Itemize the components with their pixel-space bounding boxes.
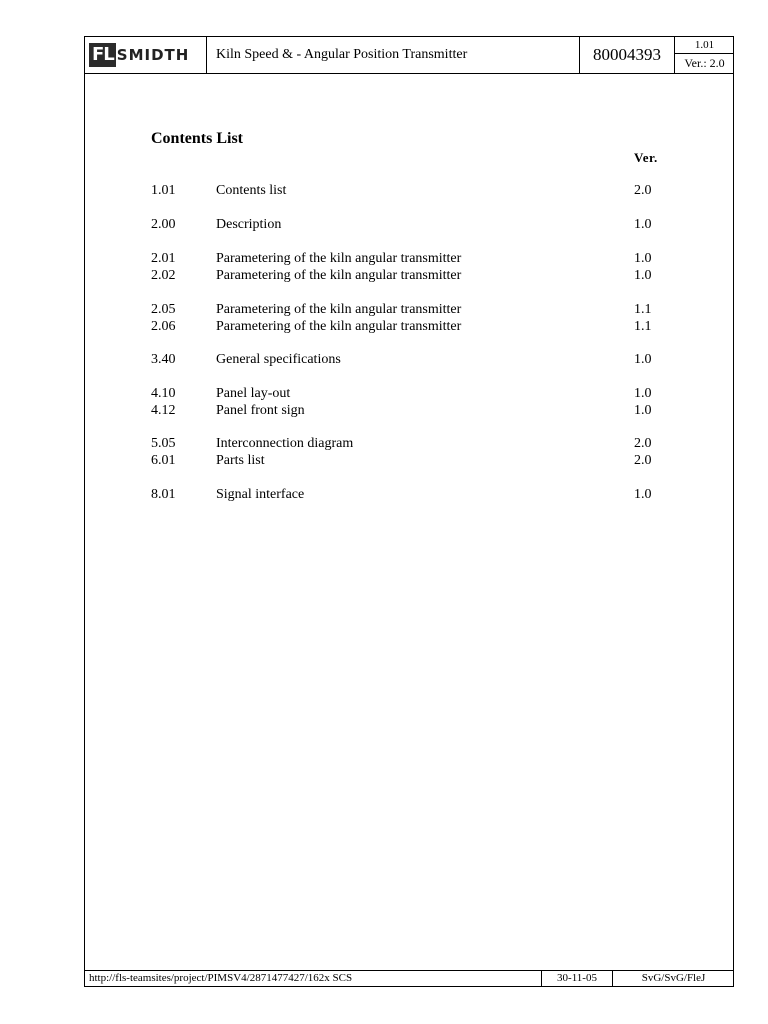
footer-date: 30-11-05	[541, 971, 613, 986]
company-logo	[85, 37, 207, 73]
entry-number: 8.01	[151, 487, 176, 502]
entry-number: 5.05	[151, 436, 176, 451]
entry-description: Panel lay-out	[216, 386, 291, 401]
entry-description: General specifications	[216, 352, 341, 367]
entry-version: 1.0	[634, 251, 652, 266]
entry-version: 1.0	[634, 217, 652, 232]
entry-version: 1.1	[634, 319, 652, 334]
entry-description: Description	[216, 217, 282, 232]
entry-number: 1.01	[151, 183, 176, 198]
entry-number: 2.05	[151, 302, 176, 317]
entry-number: 2.02	[151, 268, 176, 283]
contents-list	[151, 130, 671, 502]
entry-description: Signal interface	[216, 487, 305, 502]
entry-description: Parts list	[216, 453, 265, 468]
entry-version: 1.0	[634, 487, 652, 502]
list-item	[151, 250, 671, 267]
list-item	[151, 216, 671, 233]
entry-number: 2.01	[151, 251, 176, 266]
entry-description: Parametering of the kiln angular transmitter	[216, 251, 462, 266]
logo-fl-mark: FL	[89, 43, 116, 67]
entry-description: Parametering of the kiln angular transmitter	[216, 268, 462, 283]
document-version: Ver.: 2.0	[684, 56, 725, 70]
entry-version: 1.0	[634, 386, 652, 401]
contents-heading: Contents List	[151, 130, 244, 147]
footer-initials: SvG/SvG/FleJ	[641, 972, 706, 984]
entry-description: Panel front sign	[216, 403, 305, 418]
entry-description: Parametering of the kiln angular transmitter	[216, 319, 462, 334]
version-column-header: Ver.	[634, 150, 658, 165]
entry-number: 4.12	[151, 403, 176, 418]
footer-url: http://fls-teamsites/project/PIMSV4/2871477427/162x SCS	[89, 972, 353, 984]
entry-number: 3.40	[151, 352, 176, 367]
document-number: 80004393	[580, 37, 675, 73]
entry-description: Interconnection diagram	[216, 436, 354, 451]
list-item	[151, 435, 671, 452]
page-version-cell	[675, 37, 734, 73]
document-header	[85, 37, 733, 74]
list-item	[151, 402, 671, 419]
list-item	[151, 385, 671, 402]
entry-description: Contents list	[216, 183, 287, 198]
entry-description: Parametering of the kiln angular transmitter	[216, 302, 462, 317]
entry-version: 2.0	[634, 436, 652, 451]
list-item	[151, 318, 671, 335]
entry-version: 2.0	[634, 183, 652, 198]
entry-version: 1.0	[634, 352, 652, 367]
entry-version: 1.0	[634, 403, 652, 418]
document-title: Kiln Speed & - Angular Position Transmitter	[207, 37, 580, 73]
entry-version: 1.0	[634, 268, 652, 283]
entry-version: 1.1	[634, 302, 652, 317]
entry-version: 2.0	[634, 453, 652, 468]
page-number: 1.01	[675, 37, 734, 54]
list-item	[151, 182, 671, 199]
document-frame	[84, 36, 734, 987]
entry-number: 4.10	[151, 386, 176, 401]
entry-number: 2.06	[151, 319, 176, 334]
list-item	[151, 351, 671, 368]
entry-number: 2.00	[151, 217, 176, 232]
entry-number: 6.01	[151, 453, 176, 468]
document-footer	[85, 970, 733, 986]
list-item	[151, 486, 671, 503]
list-item	[151, 301, 671, 318]
list-item	[151, 452, 671, 469]
list-item	[151, 267, 671, 284]
logo-wordmark: SMIDTH	[116, 46, 190, 64]
